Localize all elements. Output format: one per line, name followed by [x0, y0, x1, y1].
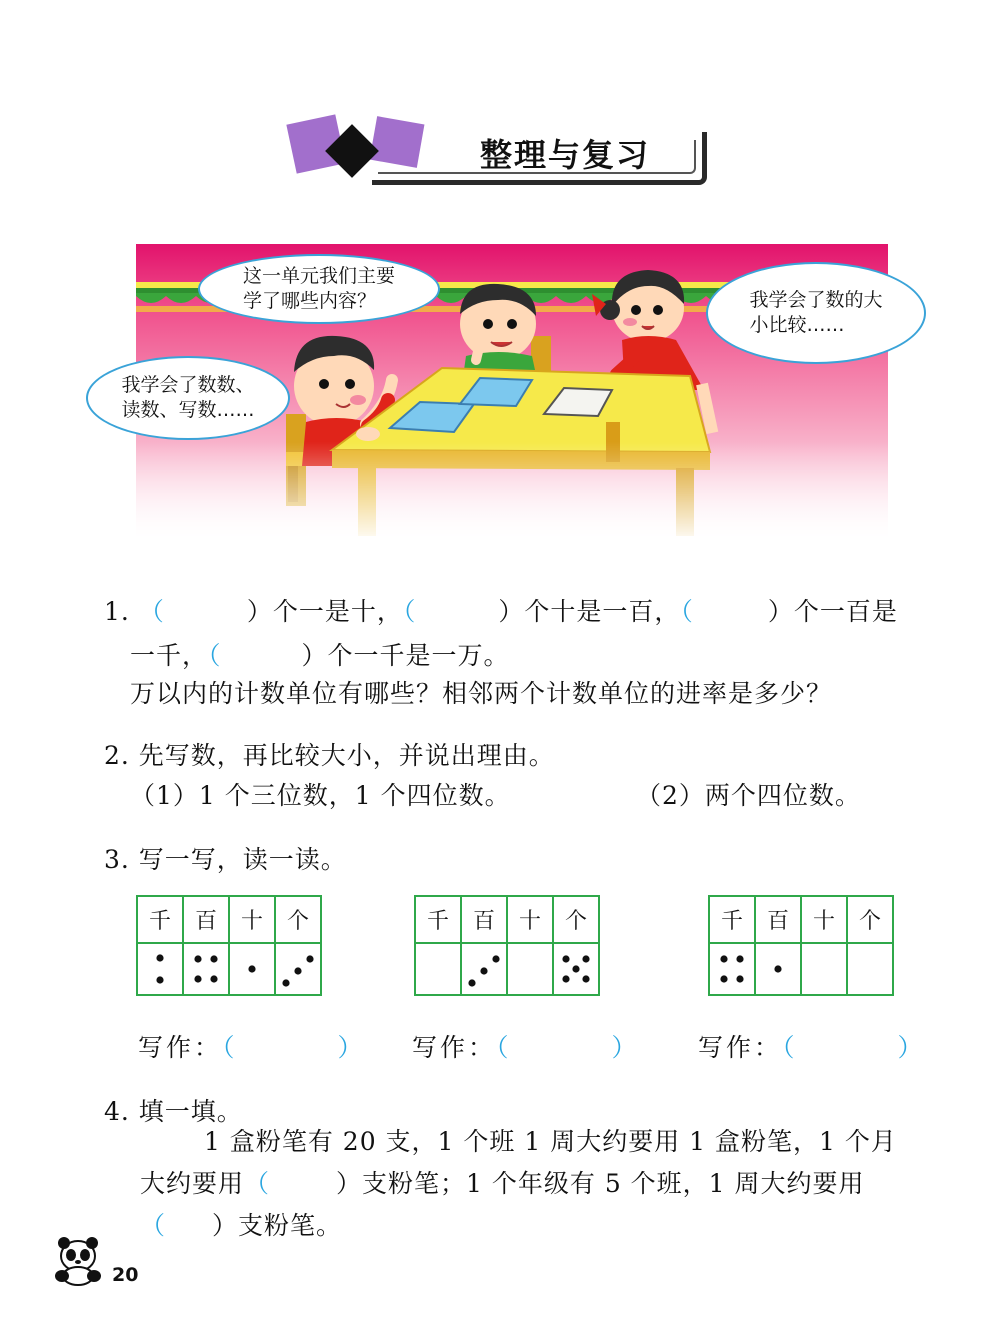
blank-open: （ — [138, 597, 165, 626]
q4-text: 大约要用 — [140, 1169, 245, 1198]
count-dot — [194, 955, 201, 962]
count-dot — [210, 955, 217, 962]
count-dot — [720, 955, 727, 962]
count-dot — [210, 975, 217, 982]
count-dot — [282, 979, 289, 986]
header-ones: 个 — [847, 896, 893, 943]
q1-text: 一千， — [130, 641, 209, 670]
header-tens: 十 — [507, 896, 553, 943]
q2-title: 2. 先写数，再比较大小，并说出理由。 — [104, 741, 555, 770]
panda-icon — [50, 1234, 106, 1286]
dots-graphic — [230, 945, 274, 993]
header-thousands: 千 — [137, 896, 183, 943]
dots-graphic — [554, 945, 598, 993]
count-dot — [736, 955, 743, 962]
dots-graphic — [138, 945, 182, 993]
blank-open: （ — [244, 1169, 271, 1198]
header-tens: 十 — [801, 896, 847, 943]
count-dot — [306, 955, 313, 962]
header-ones: 个 — [275, 896, 321, 943]
dot-cell — [137, 943, 183, 995]
speech-text-line: 我学会了数的大 — [749, 289, 883, 311]
write-as-3 — [698, 1028, 926, 1064]
place-value-table-2 — [414, 895, 600, 996]
dot-cell — [461, 943, 507, 995]
dot-cell — [553, 943, 599, 995]
q1-line3: 万以内的计数单位有哪些？相邻两个计数单位的进率是多少？ — [130, 679, 833, 708]
q1-line2 — [130, 638, 510, 674]
q1-line1 — [104, 594, 898, 630]
blank-open: （ — [140, 1211, 167, 1240]
q4-line1: 1 盒粉笔有 20 支，1 个班 1 周大约要用 1 盒粉笔，1 个月 — [204, 1127, 897, 1156]
header-tens: 十 — [229, 896, 275, 943]
speech-text-line: 学了哪些内容？ — [242, 290, 376, 312]
count-dot — [774, 965, 781, 972]
count-dot — [156, 976, 163, 983]
speech-text-line: 这一单元我们主要 — [242, 265, 395, 287]
write-label: 写作： — [138, 1033, 223, 1062]
dots-graphic — [276, 945, 320, 993]
q1-text: ）个一百是 — [767, 597, 898, 626]
speech-bubble-right — [706, 262, 926, 364]
q1-text: ）个一是十， — [246, 597, 403, 626]
speech-bubble-top — [198, 254, 440, 324]
speech-text-line: 读数、写数…… — [121, 399, 255, 421]
count-dot — [294, 967, 301, 974]
blank-open: （ — [680, 597, 694, 626]
q4-line2 — [140, 1166, 865, 1202]
dots-graphic — [184, 945, 228, 993]
header-thousands: 千 — [415, 896, 461, 943]
q2-part1: （1）1 个三位数，1 个四位数。 — [130, 781, 511, 810]
speech-bubble-left — [86, 356, 290, 440]
header-ones: 个 — [553, 896, 599, 943]
count-dot — [156, 954, 163, 961]
blank-close: ） — [611, 1033, 640, 1062]
dot-cell — [507, 943, 553, 995]
blank-open: （ — [402, 597, 417, 626]
header-hundreds: 百 — [755, 896, 801, 943]
header-hundreds: 百 — [183, 896, 229, 943]
write-label: 写作： — [698, 1033, 783, 1062]
dot-cell — [847, 943, 893, 995]
q1-text: ）个一千是一万。 — [301, 641, 510, 670]
count-dot — [582, 975, 589, 982]
count-dot — [480, 967, 487, 974]
question-number: 1. — [104, 597, 139, 626]
count-dot — [248, 965, 255, 972]
q4-text: ）支粉笔。 — [212, 1211, 343, 1240]
write-as-2 — [412, 1028, 640, 1064]
dot-cell — [709, 943, 755, 995]
q4-title: 4. 填一填。 — [104, 1097, 243, 1126]
count-dot — [562, 975, 569, 982]
dot-cell — [755, 943, 801, 995]
count-dot — [736, 975, 743, 982]
blank-open: （ — [222, 1033, 238, 1062]
place-value-table-1 — [136, 895, 322, 996]
count-dot — [572, 965, 579, 972]
count-dot — [492, 955, 499, 962]
count-dot — [720, 975, 727, 982]
q4-text: ）支粉笔；1 个年级有 5 个班，1 周大约要用 — [336, 1169, 865, 1198]
header-thousands: 千 — [709, 896, 755, 943]
dots-graphic — [756, 945, 800, 993]
header-hundreds: 百 — [461, 896, 507, 943]
count-dot — [562, 955, 569, 962]
speech-text-line: 我学会了数数、 — [121, 374, 255, 396]
dot-cell — [229, 943, 275, 995]
page-title: 整理与复习 — [479, 136, 650, 174]
blank-close: ） — [897, 1033, 926, 1062]
dot-cell — [415, 943, 461, 995]
q4-line3 — [140, 1208, 342, 1244]
page-number: 20 — [112, 1264, 139, 1286]
blank-open: （ — [782, 1033, 798, 1062]
place-value-table-3 — [708, 895, 894, 996]
q1-text: ）个十是一百， — [498, 597, 681, 626]
q2-part2: （2）两个四位数。 — [636, 781, 861, 810]
dots-graphic — [462, 945, 506, 993]
blank-open: （ — [496, 1033, 512, 1062]
blank-close: ） — [337, 1033, 366, 1062]
dot-cell — [183, 943, 229, 995]
count-dot — [468, 979, 475, 986]
q3-title: 3. 写一写，读一读。 — [104, 845, 347, 874]
write-label: 写作： — [412, 1033, 497, 1062]
write-as-1 — [138, 1028, 366, 1064]
count-dot — [194, 975, 201, 982]
dot-cell — [801, 943, 847, 995]
dot-cell — [275, 943, 321, 995]
blank-open: （ — [208, 641, 222, 670]
count-dot — [582, 955, 589, 962]
speech-text-line: 小比较…… — [749, 314, 845, 336]
dots-graphic — [710, 945, 754, 993]
